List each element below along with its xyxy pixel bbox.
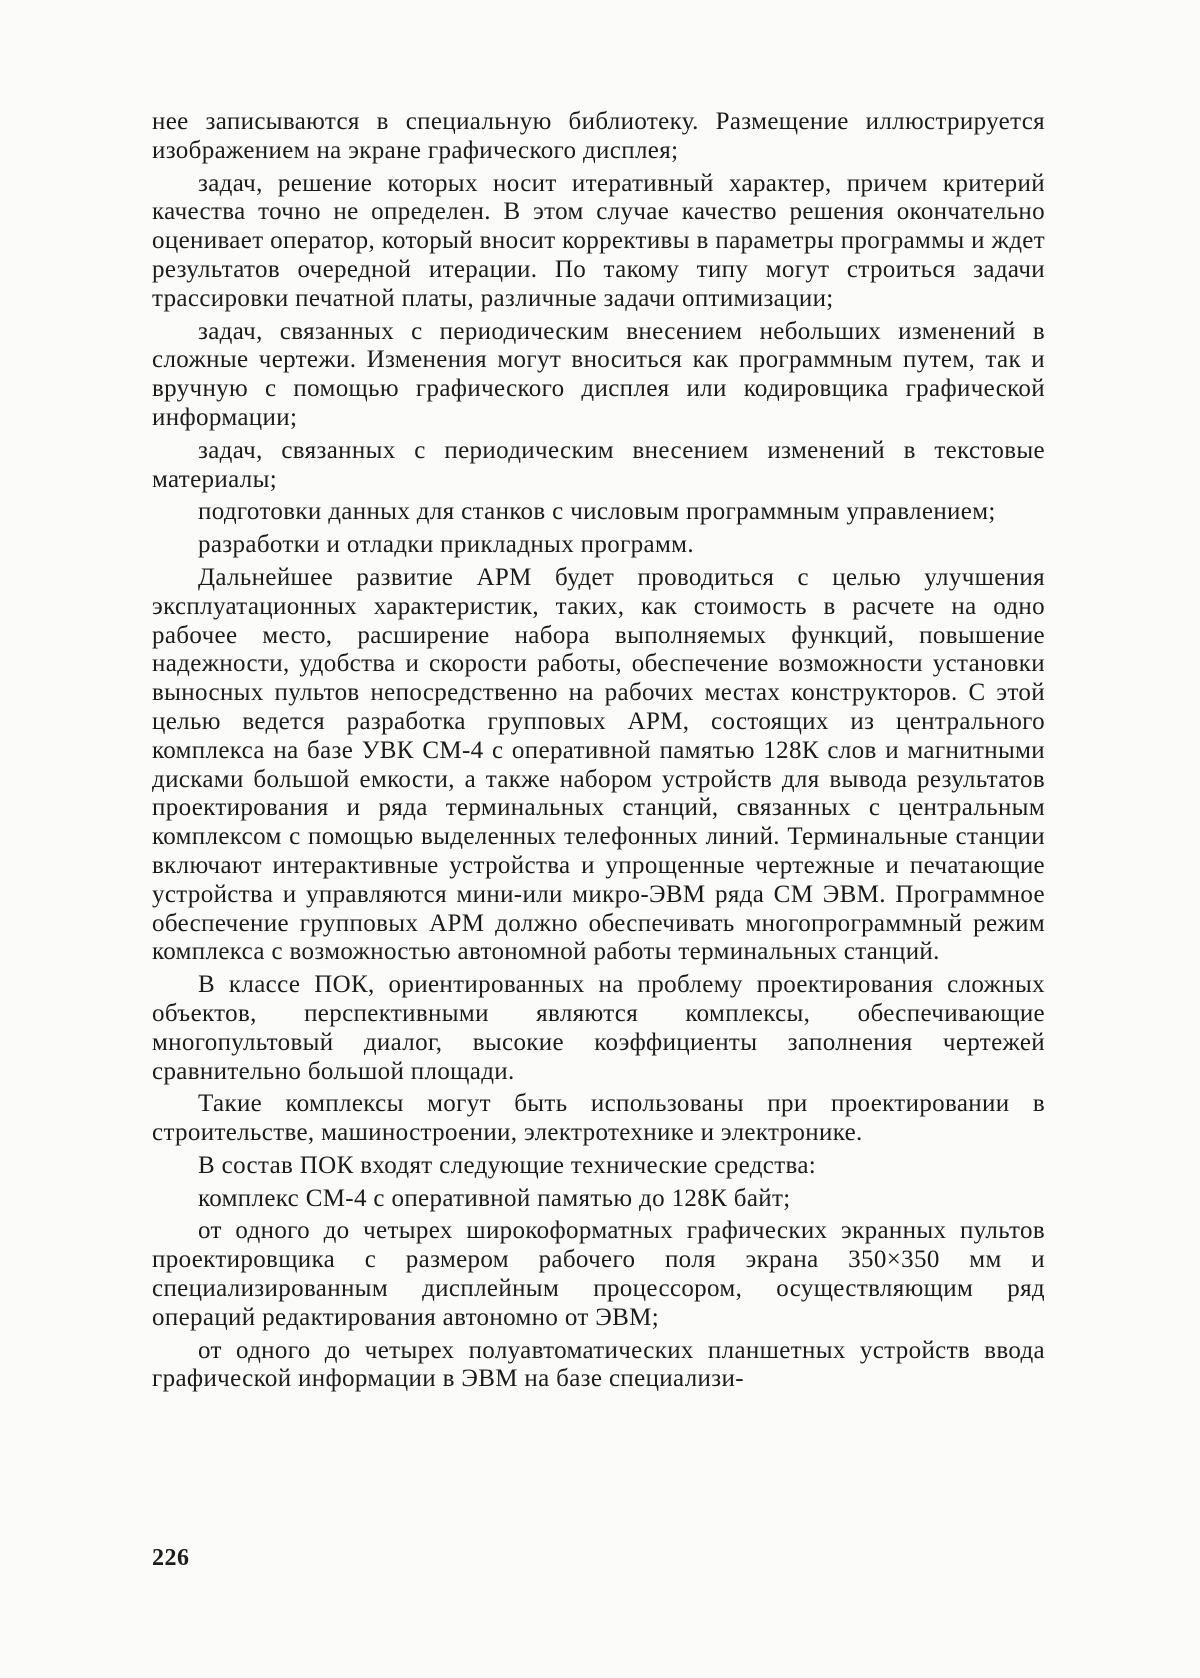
paragraph-sm4-complex: комплекс СМ-4 с оперативной памятью до 128К байт; bbox=[198, 1184, 791, 1212]
paragraph-iterative-tasks: задач, решение которых носит итеративный характер, причем критерий качества точно не определен. В этом случае качество решения окончательно оценивает оператор, который вносит коррективы в параметры программы и ждет результатов очередной итерации. По такому типу могут строиться задачи трассировки печатной платы, различные задачи оптимизации; bbox=[152, 169, 1045, 312]
paragraph-program-dev: разработки и отладки прикладных программ. bbox=[198, 531, 694, 559]
paragraph-tablet-devices: от одного до четырех полуавтоматических планшетных устройств ввода графической информации в ЭВМ на базе специализи- bbox=[152, 1336, 1045, 1393]
paragraph-pok-class: В классе ПОК, ориентированных на проблему проектирования сложных объектов, перспективными являются комплексы, обеспечивающие многопультовый диалог, высокие коэффициенты заполнения чертежей сравнительно большой площади. bbox=[152, 971, 1045, 1085]
paragraph-pok-composition: В состав ПОК входят следующие технические средства: bbox=[198, 1151, 817, 1179]
paragraph-continuation: нее записываются в специальную библиотеку. Размещение иллюстрируется изображением на экране графического дисплея; bbox=[152, 108, 1045, 164]
paragraph-text-changes: задач, связанных с периодическим внесением изменений в текстовые материалы; bbox=[152, 436, 1045, 493]
paragraph-screen-consoles: от одного до четырех широкоформатных графических экранных пультов проектировщика с размером рабочего поля экрана 350×350 мм и специализированным дисплейным процессором, осуществляющим ряд операций редактирования автономно от ЭВМ; bbox=[152, 1217, 1045, 1331]
paragraph-arm-development: Дальнейшее развитие АРМ будет проводиться с целью улучшения эксплуатационных характеристик, таких, как стоимость в расчете на одно рабочее место, расширение набора выполняемых функций, повышение надежности, удобства и скорости работы, обеспечение возможности установки выносных пультов непосредственно на рабочих местах конструкторов. С этой целью ведется разработка групповых АРМ, состоящих из центрального комплекса на базе УВК СМ-4 с оперативной памятью 128К слов и магнитными дисками большой емкости, а также набором устройств для вывода результатов проектирования и ряда терминальных станций, связанных с центральным комплексом с помощью выделенных телефонных линий. Терминальные станции включают интерактивные устройства и упрощенные чертежные и печатающие устройства и управляются мини-или микро-ЭВМ ряда СМ ЭВМ. Программное обеспечение групповых АРМ должно обеспечивать многопрограммный режим комплекса с возможностью автономной работы терминальных станций. bbox=[152, 563, 1045, 966]
paragraph-cnc-data: подготовки данных для станков с числовым программным управлением; bbox=[198, 498, 996, 526]
body-text bbox=[152, 108, 1045, 1398]
paragraph-drawing-changes: задач, связанных с периодическим внесением небольших изменений в сложные чертежи. Изменения могут вноситься как программным путем, так и вручную с помощью графического дисплея или кодировщика графической информации; bbox=[152, 317, 1045, 431]
page-number: 226 bbox=[152, 1545, 190, 1571]
paragraph-pok-usage: Такие комплексы могут быть использованы при проектировании в строительстве, машиностроении, электротехнике и электронике. bbox=[152, 1090, 1045, 1147]
